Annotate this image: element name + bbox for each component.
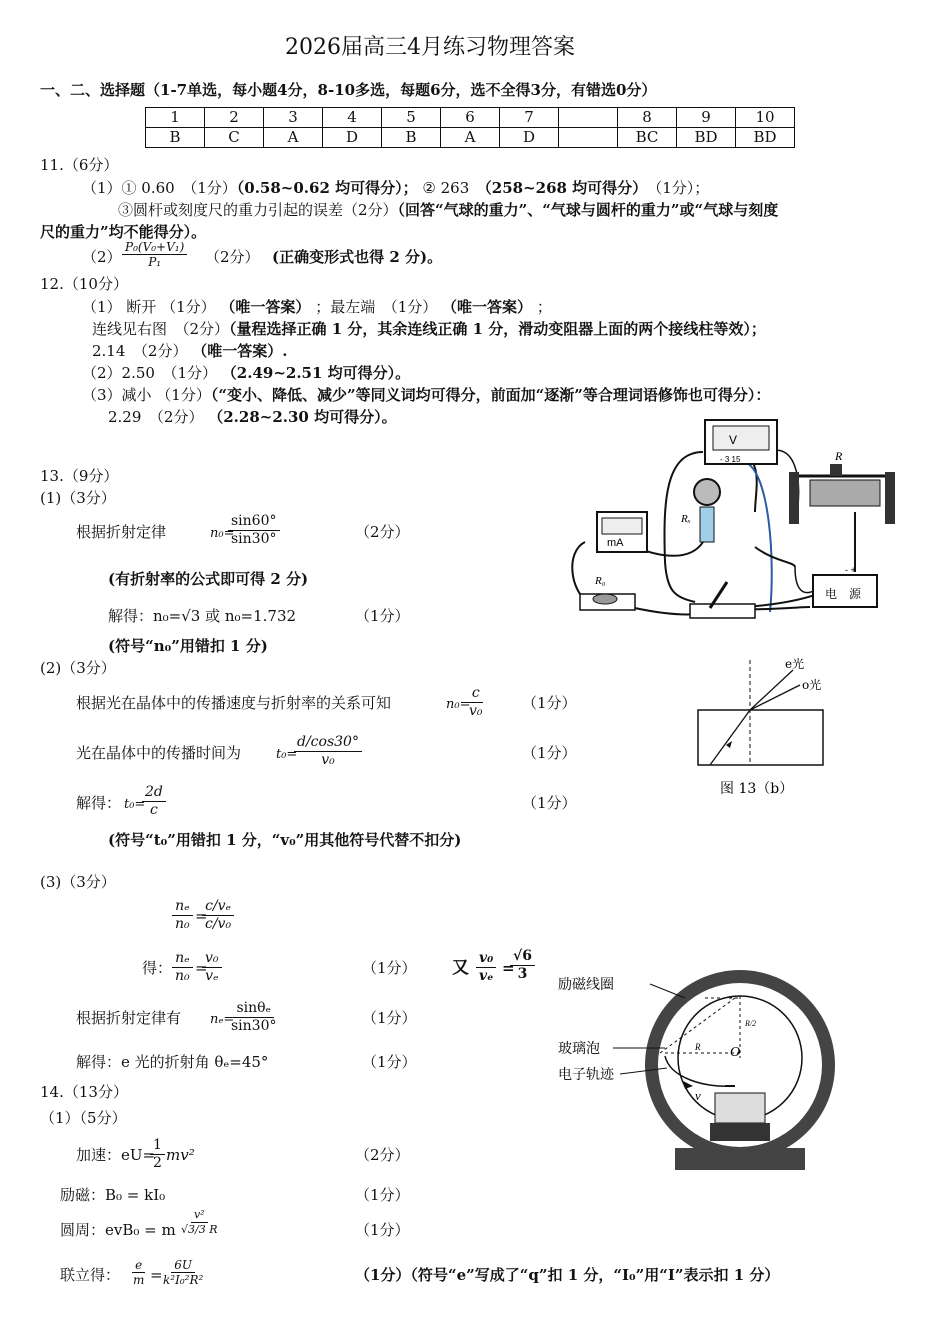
q13-p2-l2: 光在晶体中的传播时间为 (76, 744, 242, 762)
q12-l1c: ；最左端 （1分） (315, 298, 438, 316)
q13-p1-l4: (符号“n₀”用错扣 1 分) (108, 637, 268, 655)
q13-p2-l1: 根据光在晶体中的传播速度与折射率的关系可知 (76, 694, 392, 712)
q11-l4a: （2） (82, 248, 122, 266)
answer-table-number-cell: 6 (441, 108, 500, 128)
q13-p1-l3-score: （1分） (355, 607, 410, 625)
q14-l3-num: v² (191, 1208, 208, 1223)
q13-p2-l3-score: （1分） (522, 794, 577, 812)
answer-table-answer-cell: A (441, 128, 500, 148)
answer-table-answer-cell: BD (677, 128, 736, 148)
q13-p3-f1-eq: = (195, 907, 208, 925)
q13-p2-l1-score: （1分） (522, 694, 577, 712)
q12-header: 12.（10分） (40, 275, 128, 293)
q12-l2a: 连线见右图 （2分） (92, 320, 230, 338)
answer-table-numbers (146, 108, 795, 128)
q13-p2-l2-fraction (294, 734, 362, 769)
q12-line2 (92, 319, 766, 339)
q13-p2-l2-var: t₀= (276, 747, 298, 762)
q13-p2-l2-den: v₀ (321, 752, 335, 768)
q14-l2-score: （1分） (355, 1186, 410, 1204)
page-title: 2026届高三4月练习物理答案 (285, 35, 575, 60)
q13-p3-f1-rd: c/v₀ (205, 916, 232, 932)
q12-line4 (82, 363, 410, 383)
q11-line2 (118, 200, 778, 220)
q13-p3-you-left (476, 950, 496, 985)
q12-l1e: ； (536, 298, 552, 316)
fig14-v: v (695, 1088, 701, 1103)
q14-l4-right (160, 1258, 206, 1287)
answer-table-number-cell: 3 (264, 108, 323, 128)
answer-table-number-cell: 9 (677, 108, 736, 128)
q13-p3-f4-score: （1分） (362, 1053, 417, 1071)
q11-l1d: （258~268 均可得分） (484, 179, 640, 197)
q13-p3-f2-rn: v₀ (202, 950, 222, 968)
q12-line5 (82, 385, 770, 405)
q13-p3-f3-fraction (228, 1000, 280, 1035)
answer-table-answer-cell (559, 128, 618, 148)
q13-p3-f2-left (172, 950, 193, 985)
q13-p2-l2-score: （1分） (522, 744, 577, 762)
source-label: 电 源 (825, 587, 862, 601)
q12-l1b: （唯一答案） (220, 298, 311, 316)
q13-p1-l1-var: n₀= (210, 526, 235, 541)
answer-table-answer-cell: B (382, 128, 441, 148)
q14-l1-fraction (150, 1137, 165, 1172)
q13-p2-l2-num: d/cos30° (294, 734, 362, 752)
q14-l4-rd: k²I₀²R² (163, 1273, 204, 1287)
q14-l1b: mv² (166, 1146, 195, 1164)
q13-p2-l1-var: n₀= (446, 697, 471, 712)
q13-p3-f2-right (202, 950, 222, 985)
q13-p3-f2-ln: nₑ (172, 950, 192, 968)
q11-l2b: （回答“气球的重力”、“气球与圆杆的重力”或“气球与刻度 (397, 201, 779, 219)
q12-l3b: （唯一答案）. (192, 342, 288, 360)
q13-p3-f2-score: （1分） (362, 959, 417, 977)
q14-l4-left (130, 1258, 147, 1287)
q13-p2-l4: (符号“t₀”用错扣 1 分，“v₀”用其他符号代替不扣分) (108, 831, 462, 849)
q12-l4b: （2.49~2.51 均可得分）。 (221, 364, 411, 382)
q12-line6 (108, 407, 397, 427)
q11-l1a: （1）① 0.60 （1分） (82, 179, 237, 197)
ammeter-label: mA (607, 537, 624, 549)
q13-p1-l1-score: （2分） (355, 523, 410, 541)
q13-p3-f2-ld: n₀ (175, 968, 190, 984)
answer-table-number-cell: 4 (323, 108, 382, 128)
fig13-caption: 图 13（b） (720, 781, 794, 797)
section1-header: 一、二、选择题（1-7单选，每小题4分，8-10多选，每题6分，选不全得3分，有错选0分） (40, 81, 657, 99)
q13-p2-l1-den: v₀ (469, 703, 483, 719)
q14-l4-rn: 6U (171, 1258, 195, 1273)
q12-l4a: （2）2.50 （1分） (82, 364, 217, 382)
q14-l4a: 联立得： (60, 1266, 121, 1284)
q13-p2-l3-num: 2d (142, 784, 166, 802)
q13-p3-you-rd: 3 (517, 966, 528, 982)
q13-p3-f3-num: sinθₑ (233, 1000, 274, 1018)
q13-p1-l3: 解得：n₀=√3 或 n₀=1.732 (108, 607, 297, 625)
q13-p3-you: 又 (452, 958, 469, 978)
answer-table-answer-cell: BC (618, 128, 677, 148)
q13-p1-num: sin60° (228, 513, 280, 531)
q12-l5a: （3）减小 （1分） (82, 386, 211, 404)
q14-l3-score: （1分） (355, 1221, 410, 1239)
q14-header: 14.（13分） (40, 1083, 128, 1101)
q12-line3 (92, 341, 287, 361)
q14-l1a: 加速：eU= (76, 1146, 156, 1164)
fig14-r: R (695, 1042, 701, 1052)
q12-l6b: （2.28~2.30 均可得分）。 (208, 408, 397, 426)
q13-p2-l3-fraction (142, 784, 166, 819)
q11-l4c: (正确变形式也得 2 分)。 (272, 248, 443, 266)
q11-l1c: ② 263 (422, 179, 485, 197)
q13-p1: (1)（3分） (40, 489, 116, 507)
answer-table-answer-cell: D (323, 128, 382, 148)
q11-frac-den: P₁ (148, 255, 162, 269)
q13-p3-you-n: v₀ (476, 950, 496, 968)
answer-table-number-cell: 7 (500, 108, 559, 128)
answer-table-answer-cell: A (264, 128, 323, 148)
q13-p2-l3-var: t₀= (124, 797, 146, 812)
voltmeter-label: V (729, 433, 738, 447)
fig13-o-label: o光 (802, 678, 822, 692)
q13-p3-you-rn: √6 (510, 948, 535, 966)
q13-p3-f2-rd: vₑ (205, 968, 219, 984)
answer-table-number-cell: 5 (382, 108, 441, 128)
q14-p1: （1）（5分） (40, 1109, 127, 1127)
rx-label: Rₓ (681, 513, 691, 525)
q11-l4b: （2分） (205, 248, 260, 266)
q11-l1b: （0.58~0.62 均可得分）； (236, 179, 418, 197)
q13-p3-f3-var: nₑ= (210, 1012, 235, 1027)
q11-frac-num: P₀(V₀+V₁) (122, 240, 187, 255)
q13-p3-f4: 解得：e 光的折射角 θₑ=45° (76, 1053, 269, 1071)
answer-table-answer-cell: BD (736, 128, 795, 148)
fig14-coil: 励磁线圈 (558, 977, 614, 993)
q11-line1 (82, 178, 709, 198)
q11-l2a: ③圆杆或刻度尺的重力引起的误差（2分） (118, 201, 398, 219)
q13-p3-you-d: vₑ (479, 968, 494, 984)
q14-l4-ld: m (133, 1273, 145, 1287)
answer-table-number-cell (559, 108, 618, 128)
figure-14-apparatus (555, 968, 935, 1173)
rheostat-label: R (835, 449, 843, 463)
q13-p2-l1-num: c (469, 685, 483, 703)
q11-line3: 尺的重力”均不能得分）。 (40, 223, 207, 241)
q14-l4-eq: = (150, 1266, 163, 1284)
q13-p3-you-right (510, 948, 535, 983)
q14-l4-ln: e (132, 1258, 145, 1273)
q14-l1-den: 2 (153, 1155, 162, 1171)
figure-13b (690, 655, 840, 800)
q12-l1a: （1） 断开 （1分） (82, 298, 216, 316)
answer-table-number-cell: 1 (146, 108, 205, 128)
q12-l5b: （“变小、降低、减少”等同义词均可得分，前面加“逐渐”等合理词语修饰也可得分）： (210, 386, 771, 404)
q13-p1-l1: 根据折射定律 (76, 523, 167, 541)
answer-table-answer-cell: D (500, 128, 559, 148)
answer-table (145, 107, 795, 148)
answer-table-number-cell: 2 (205, 108, 264, 128)
q13-p3-f3-score: （1分） (362, 1009, 417, 1027)
fig14-o: O (730, 1045, 741, 1060)
q13-p1-den: sin30° (231, 531, 277, 547)
q12-l1d: （唯一答案） (442, 298, 533, 316)
answer-table-number-cell: 8 (618, 108, 677, 128)
r0-label: R₀ (595, 575, 606, 587)
q14-l1-score: （2分） (355, 1146, 410, 1164)
q11-header: 11.（6分） (40, 156, 119, 174)
q13-p3-f1-ld: n₀ (175, 916, 190, 932)
q13-p2-l1-fraction (466, 685, 486, 720)
q12-l3a: 2.14 （2分） (92, 342, 188, 360)
q13-p2-l3-den: c (150, 802, 158, 818)
q11-l1e: （1分）； (639, 179, 710, 197)
q11-fraction (122, 240, 187, 269)
q13-p1-l2: (有折射率的公式即可得 2 分) (108, 570, 309, 588)
q13-p3-f2-label: 得： (142, 959, 173, 977)
q13-p3-f2-eq: = (195, 959, 208, 977)
voltmeter-terminals: - 3 15 (720, 455, 741, 464)
fig13-e-label: e光 (785, 657, 805, 671)
q12-l6a: 2.29 （2分） (108, 408, 204, 426)
answer-table-answer-cell: B (146, 128, 205, 148)
fig14-bulb: 玻璃泡 (558, 1041, 600, 1057)
fig14-track: 电子轨迹 (558, 1067, 614, 1083)
q13-p2-l3: 解得： (76, 794, 122, 812)
source-terminals: - + (845, 565, 856, 575)
q13-p2: (2)（3分） (40, 659, 116, 677)
q13-p3-f1-ln: nₑ (172, 898, 192, 916)
q13-p3: (3)（3分） (40, 873, 116, 891)
answer-table-answers (146, 128, 795, 148)
q13-p3-f1-left (172, 898, 193, 933)
q14-l3-den: √3/3 R (181, 1223, 218, 1236)
q13-p3-you-eq: = (502, 959, 515, 977)
q13-p1-fraction (228, 513, 280, 548)
q13-p3-f1-right (202, 898, 234, 933)
fig14-r2: R/2 (745, 1019, 757, 1028)
answer-table-number-cell: 10 (736, 108, 795, 128)
q14-l2: 励磁：B₀ = kI₀ (60, 1186, 166, 1204)
q12-l2b: （量程选择正确 1 分，其余连线正确 1 分，滑动变阻器上面的两个接线柱等效）； (229, 320, 766, 338)
q12-line1 (82, 297, 552, 317)
answer-table-answer-cell: C (205, 128, 264, 148)
circuit-diagram (555, 412, 915, 627)
q13-p3-f3-den: sin30° (231, 1018, 277, 1034)
q14-l3-fraction (178, 1208, 221, 1237)
q13-p3-f1-rn: c/vₑ (202, 898, 234, 916)
q14-l1-num: 1 (150, 1137, 165, 1155)
q13-header: 13.（9分） (40, 467, 119, 485)
q13-p3-f3: 根据折射定律有 (76, 1009, 182, 1027)
q14-l4-score: （1分）（符号“e”写成了“q”扣 1 分，“I₀”用“I”表示扣 1 分） (355, 1266, 780, 1284)
q14-l3a: 圆周：evB₀ = m (60, 1221, 176, 1239)
